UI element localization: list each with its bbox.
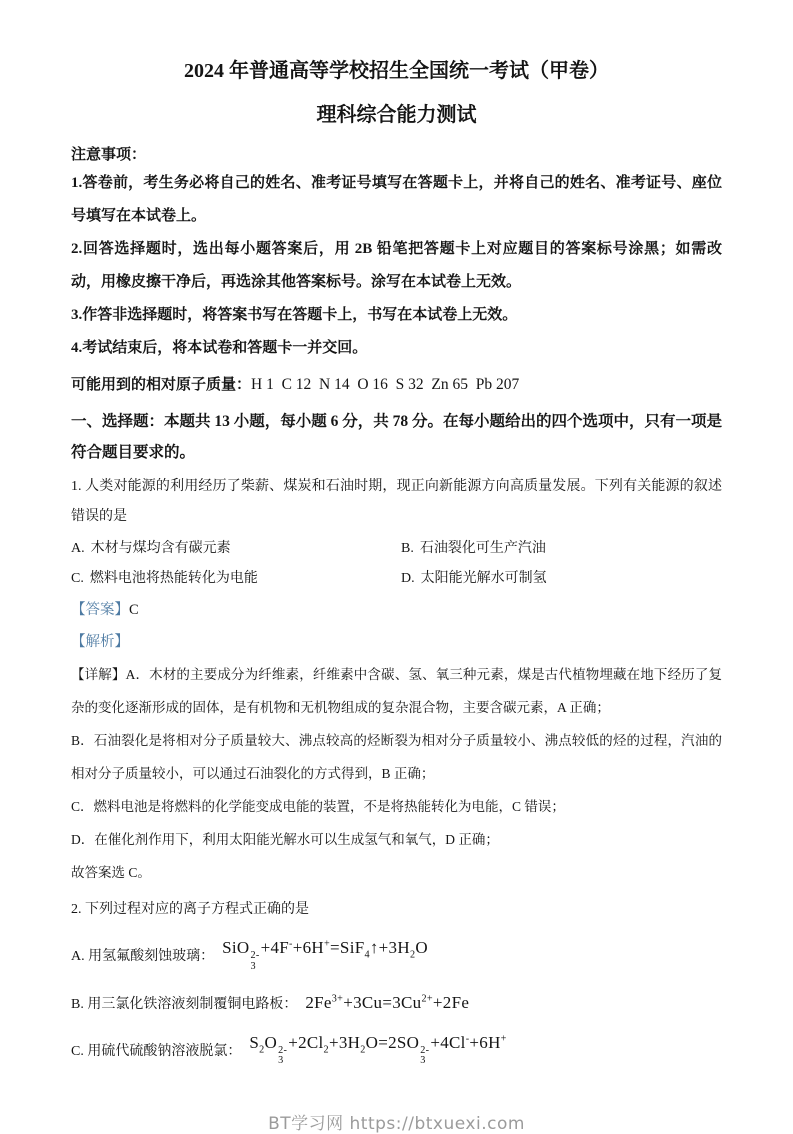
detail-label: 【详解】 xyxy=(71,667,126,682)
notice-item-1: 1.答卷前，考生务必将自己的姓名、准考证号填写在答题卡上，并将自己的姓名、准考证号、座位号填写在本试卷上。 xyxy=(71,175,722,224)
option-c-label: C. xyxy=(71,571,84,586)
option-b-label: B. xyxy=(401,541,414,556)
document-subtitle: 理科综合能力测试 xyxy=(316,104,477,126)
question2-stem: 2. 下列过程对应的离子方程式正确的是 xyxy=(71,902,309,917)
question2-option-a xyxy=(71,938,722,973)
question1-detail-b: B．石油裂化是将相对分子质量较大、沸点较高的烃断裂为相对分子质量较小、沸点较低的烃的过程，汽油的相对分子质量较小，可以通过石油裂化的方式得到，B 正确； xyxy=(71,733,722,781)
detail-text-a: A．木材的主要成分为纤维素，纤维素中含碳、氢、氧三种元素，煤是古代植物埋藏在地下经历了复杂的变化逐渐形成的固体，是有机物和无机物组成的复杂混合物，主要含碳元素，A 正确； xyxy=(71,667,723,715)
watermark-site-link: BT学习网 https://btxuexi.com xyxy=(268,1114,525,1134)
answer-label: 【答案】 xyxy=(71,602,129,618)
question1-option-a xyxy=(71,534,401,564)
notice-item-4: 4.考试结束后，将本试卷和答题卡一并交回。 xyxy=(71,340,368,356)
document-title: 2024 年普通高等学校招生全国统一考试（甲卷） xyxy=(184,60,609,82)
q2-option-a-formula: SiO 2- 3 $+4F^-+6H^+=SiF_4↑+3H_2O$ xyxy=(222,938,428,972)
answer-value: C xyxy=(129,602,139,618)
q2-option-a-label: A. 用氢氟酸刻蚀玻璃： xyxy=(71,949,215,965)
option-d-label: D. xyxy=(401,571,415,586)
question1-options xyxy=(71,534,722,594)
option-a-text: 木材与煤均含有碳元素 xyxy=(90,541,231,556)
question1-option-b xyxy=(401,534,722,564)
atomic-masses-line xyxy=(71,370,722,400)
question1-stem: 1. 人类对能源的利用经历了柴薪、煤炭和石油时期，现正向新能源方向高质量发展。下列有关能源的叙述错误的是 xyxy=(71,479,722,524)
question1-conclusion: 故答案选 C。 xyxy=(71,865,151,880)
question1-answer-line xyxy=(71,594,722,626)
atomic-masses-label: 可能用到的相对原子质量： xyxy=(71,377,252,393)
question1-option-d xyxy=(401,564,722,594)
notice-item-2: 2.回答选择题时，选出每小题答案后，用 2B 铅笔把答题卡上对应题目的答案标号涂黑；如需改动，用橡皮擦干净后，再选涂其他答案标号。涂写在本试卷上无效。 xyxy=(71,241,722,290)
notice-heading: 注意事项： xyxy=(71,147,147,163)
q2-option-b-label: B. 用三氯化铁溶液刻制覆铜电路板： xyxy=(71,996,298,1012)
question2-option-b xyxy=(71,986,722,1020)
notice-item-3: 3.作答非选择题时，将答案书写在答题卡上，书写在本试卷上无效。 xyxy=(71,307,518,323)
atomic-masses-values: H 1 C 12 N 14 O 16 S 32 Zn 65 Pb 207 xyxy=(251,376,520,393)
question2-option-c xyxy=(71,1033,722,1068)
analysis-label: 【解析】 xyxy=(71,634,129,650)
question1-detail-a xyxy=(71,658,722,724)
question1-option-c xyxy=(71,564,401,594)
option-a-label: A. xyxy=(71,541,85,556)
option-b-text: 石油裂化可生产汽油 xyxy=(419,541,546,556)
section-heading: 一、选择题：本题共 13 小题，每小题 6 分，共 78 分。在每小题给出的四个选项中，只有一项是符合题目要求的。 xyxy=(71,413,723,461)
q2-option-b-formula: $2Fe^{3+}+3Cu=3Cu^{2+}+2Fe$ xyxy=(305,992,470,1012)
question1-analysis-line xyxy=(71,626,722,658)
q2-option-c-label: C. 用硫代硫酸钠溶液脱氯： xyxy=(71,1043,242,1059)
option-d-text: 太阳能光解水可制氢 xyxy=(420,571,547,586)
question1-detail-d: D．在催化剂作用下，利用太阳能光解水可以生成氢气和氧气，D 正确； xyxy=(71,832,499,847)
question1-detail-c: C．燃料电池是将燃料的化学能变成电能的装置，不是将热能转化为电能，C 错误； xyxy=(71,799,565,814)
option-c-text: 燃料电池将热能转化为电能 xyxy=(89,571,258,586)
q2-option-c-formula: $S_2O$ 2- 3 $+2Cl_2+3H_2O=2SO$ 2- 3 +4Cl-+6H+ xyxy=(249,1032,507,1067)
